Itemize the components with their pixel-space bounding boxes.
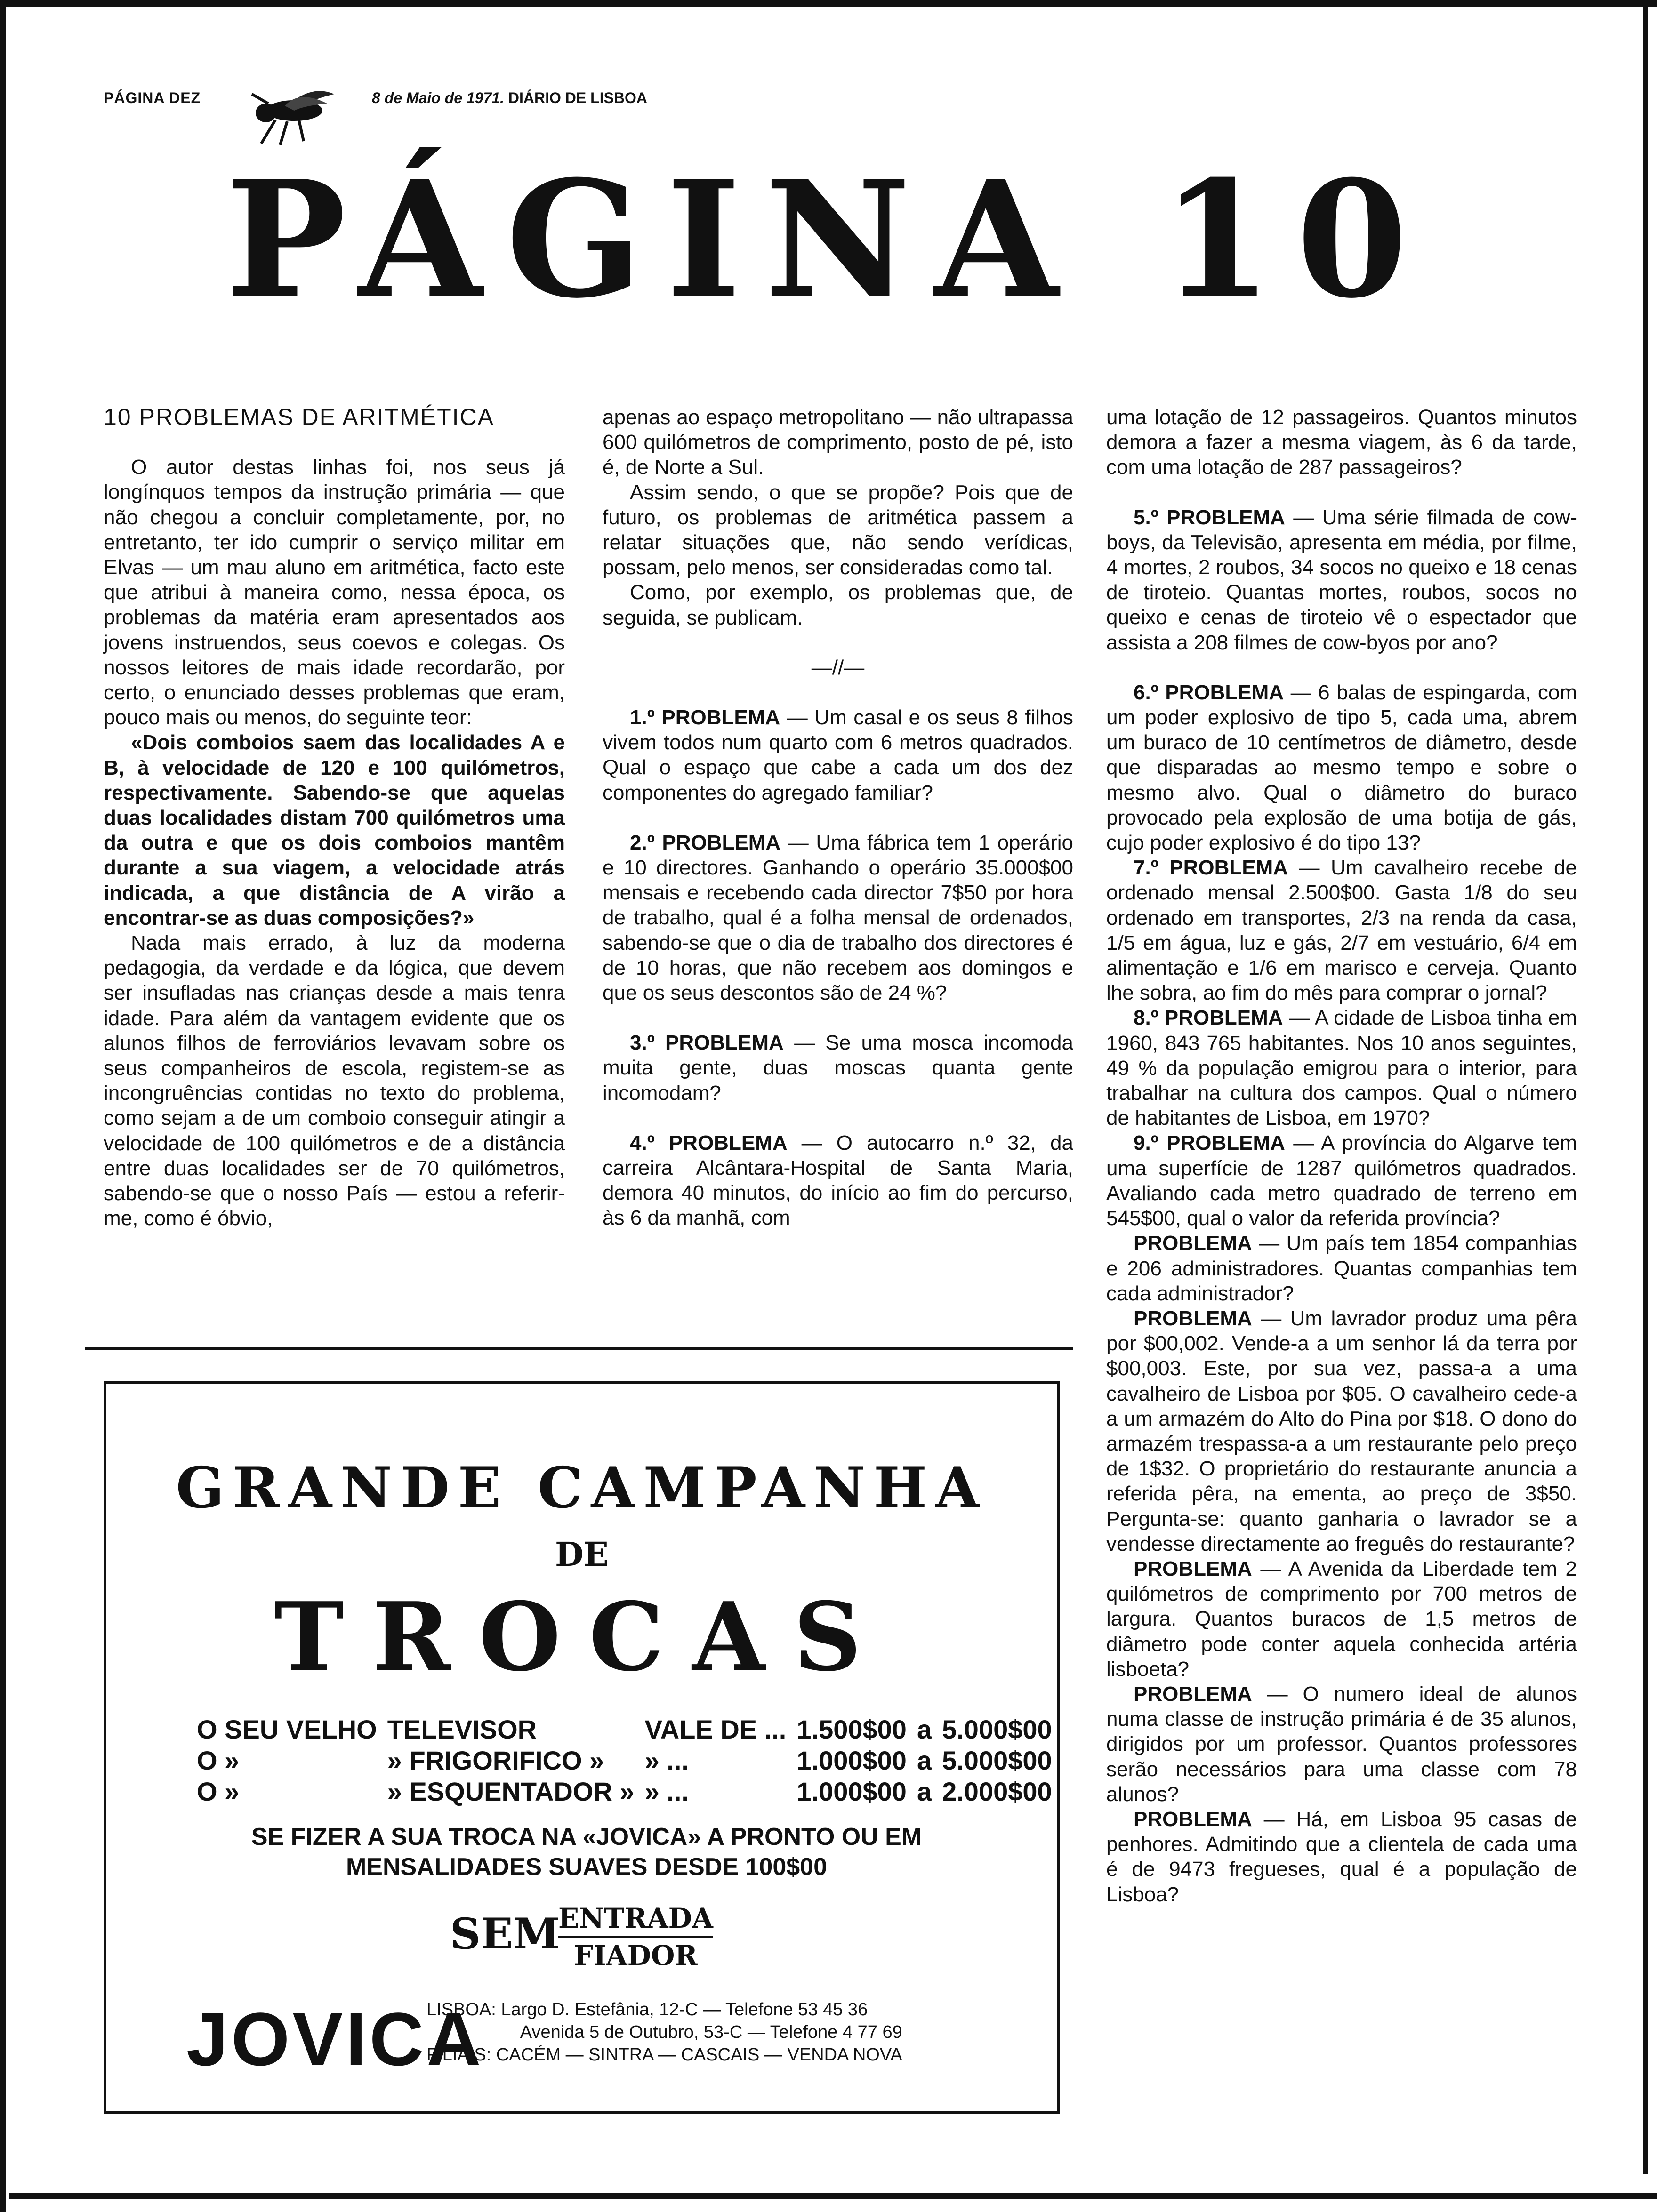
ad-addresses: LISBOA: Largo D. Estefânia, 12-C — Telefone 53 45 36 Avenida 5 de Outubro, 53-C — Telefone 4 77 69 FILIAIS: CACÉM — SINTRA — CASCAIS — VENDA NOVA xyxy=(426,2000,902,2065)
problem-5: 5.º PROBLEMA — Uma série filmada de cow-boys, da Televisão, apresenta em média, por filme, 4 mortes, 2 roubos, 34 socos no queixo e 18 cenas de tiroteio. Quantas mortes, roubos, socos no queixo e cenas de tiroteio vê o espectador que assista a 208 filmes de cow-byos por ano? xyxy=(1106,505,1577,654)
fly-icon xyxy=(242,85,337,146)
ad-entrada-fiador: ENTRADA FIADOR xyxy=(558,1902,713,1972)
problem-8: 8.º PROBLEMA — A cidade de Lisboa tinha em 1960, 843 765 habitantes. Nos 10 anos seguintes, 49 % da população emigrou para o interior, para trabalhar na cultura dos campos. Qual o número de habitantes de Lisboa, em 1970? xyxy=(1106,1006,1577,1130)
top-border xyxy=(0,0,1657,7)
page-label: PÁGINA DEZ xyxy=(104,89,201,106)
problem-4: 4.º PROBLEMA — O autocarro n.º 32, da carreira Alcântara-Hospital de Santa Maria, demora 40 minutos, do início ao fim do percurso, às 6 da manhã, com xyxy=(603,1131,1073,1230)
left-border xyxy=(0,0,6,2212)
column-1 xyxy=(104,405,565,1231)
ad-sem: SEM xyxy=(450,1909,560,1959)
section-divider: —//— xyxy=(811,656,865,679)
column-2 xyxy=(603,405,1073,1231)
price-row: O » » FRIGORIFICO » » ... 1.000$00 a 5.000$00 xyxy=(197,1746,1052,1775)
paragraph: Como, por exemplo, os problemas que, de seguida, se publicam. xyxy=(603,581,1073,629)
ad-brand-logo: JOVICA xyxy=(186,1997,484,2081)
price-row: O SEU VELHO TELEVISOR VALE DE ... 1.500$00 a 5.000$00 xyxy=(197,1715,1052,1744)
problem-pawnshops: PROBLEMA — Há, em Lisboa 95 casas de penhores. Admitindo que a clientela de cada uma é de 9473 fregueses, qual é a população de Lisboa? xyxy=(1106,1807,1577,1906)
paragraph: apenas ao espaço metropolitano — não ultrapassa 600 quilómetros de comprimento, posto de pé, isto é, de Norte a Sul. xyxy=(603,406,1073,479)
article-title: 10 PROBLEMAS DE ARITMÉTICA xyxy=(104,404,494,430)
ad-separator-rule xyxy=(85,1347,1073,1350)
problem-teachers: PROBLEMA — O numero ideal de alunos numa classe de instrução primária é de 35 alunos, dirigidos por um professor. Quantos professores serão necessários para uma classe com 78 alunos? xyxy=(1106,1682,1577,1806)
ad-promo: SE FIZER A SUA TROCA NA «JOVICA» A PRONTO OU EM MENSALIDADES SUAVES DESDE 100$00 xyxy=(251,1823,922,1881)
masthead: PÁGINA 10 xyxy=(225,146,1432,334)
problem-7: 7.º PROBLEMA — Um cavalheiro recebe de ordenado mensal 2.500$00. Gasta 1/8 do seu ordenado em transportes, 2/3 na renda da casa, 1/5 em água, luz e gás, 2/7 em vestuário, 6/4 em alimentação e 1/6 em marisco e cerveja. Quanto lhe sobra, ao fim do mês para comprar o jornal? xyxy=(1106,856,1577,1005)
advertisement-jovica xyxy=(104,1381,1060,2114)
paragraph: Assim sendo, o que se propõe? Pois que de futuro, os problemas de aritmética passem a relatar situações que, não sendo verídicas, possam, pelo menos, ser consideradas como tal. xyxy=(603,481,1073,579)
problem-2: 2.º PROBLEMA — Uma fábrica tem 1 operário e 10 directores. Ganhando o operário 35.000$00 mensais e recebendo cada director 7$50 por hora de trabalho, qual é a folha mensal de ordenados, sabendo-se que o dia de trabalho dos directores é de 10 horas, que não recebem aos domingos e que os seus descontos são de 24 %? xyxy=(603,831,1074,1005)
problem-pear: PROBLEMA — Um lavrador produz uma pêra por $00,002. Vende-a a um senhor lá da terra por $00,003. Este, por sua vez, passa-a a uma cavalheiro de Lisboa por $05. O cavalheiro cede-a a um armazém do Alto do Pina por $18. O dono do armazém trespassa-a a um restaurante pelo preço de 1$32. O proprietário do restaurante anuncia a referida pêra, na ementa, ao preço de 3$50. Pergunta-se: quanto ganharia o lavrador se a vendesse directamente ao freguês do restaurante? xyxy=(1106,1306,1577,1555)
problem-4-continued: uma lotação de 12 passageiros. Quantos minutos demora a fazer a mesma viagem, às 6 da tarde, com uma lotação de 287 passageiros? xyxy=(1106,406,1577,479)
column-3 xyxy=(1106,405,1577,1907)
problem-9: 9.º PROBLEMA — A província do Algarve tem uma superfície de 1287 quilómetros quadrados. Avaliando cada metro quadrado de terreno em 545$00, qual o valor da referida província? xyxy=(1106,1131,1577,1230)
right-border xyxy=(1643,0,1648,2174)
ad-de: DE xyxy=(555,1535,609,1574)
price-row: O » » ESQUENTADOR » » ... 1.000$00 a 2.000$00 xyxy=(197,1777,1052,1806)
ad-price-table xyxy=(191,1714,1058,1808)
problem-6: 6.º PROBLEMA — 6 balas de espingarda, com um poder explosivo de tipo 5, cada uma, abrem um buraco de 10 centímetros de diâmetro, desde que disparadas ao mesmo tempo e sobre o mesmo alvo. Qual o diâmetro do buraco provocado pela explosão de uma botija de gás, cujo poder explosivo é do tipo 13? xyxy=(1106,681,1577,855)
issue-date: 8 de Maio de 1971. DIÁRIO DE LISBOA xyxy=(372,89,648,106)
ad-trocas: TROCAS xyxy=(273,1582,890,1692)
problem-1: 1.º PROBLEMA — Um casal e os seus 8 filhos vivem todos num quarto com 6 metros quadrados. Qual o espaço que cabe a cada um dos dez componentes do agregado familiar? xyxy=(603,706,1073,804)
paragraph: Nada mais errado, à luz da moderna pedagogia, da verdade e da lógica, que devem ser insufladas nas crianças desde a mais tenra idade. Para além da vantagem evidente que os alunos filhos de ferroviários levavam sobre os seus companheiros de escola, registem-se as incongruências contidas no texto do problema, como sejam a de um comboio conseguir atingir a velocidade de 100 quilómetros e de a distância entre duas localidades ser de 70 quilómetros, sabendo-se que o nosso País — estou a referir-me, como é óbvio, xyxy=(104,931,565,1230)
ad-headline: GRANDE CAMPANHA xyxy=(176,1455,988,1521)
bottom-border xyxy=(9,2193,1657,2199)
paragraph: O autor destas linhas foi, nos seus já longínquos tempos da instrução primária — que não chegou a concluir completamente, por, no entretanto, ter ido cumprir o serviço militar em Elvas — um mau aluno em aritmética, facto este que atribui à maneira como, nessa época, os problemas da matéria eram apresentados aos jovens instruendos, seus coevos e colegas. Os nossos leitores de mais idade recordarão, por certo, o enunciado desses problemas que eram, pouco mais ou menos, do seguinte teor: xyxy=(104,456,565,729)
problem-avenue: PROBLEMA — A Avenida da Liberdade tem 2 quilómetros de comprimento por 700 metros de largura. Quantos buracos de 1,5 metros de diâmetro pode conter aquela conhecida artéria lisboeta? xyxy=(1106,1557,1577,1681)
problem-3: 3.º PROBLEMA — Se uma mosca incomoda muita gente, duas moscas quanta gente incomodam? xyxy=(603,1031,1073,1105)
train-problem-quote: «Dois comboios saem das localidades A e B, à velocidade de 120 e 100 quilómetros, respectivamente. Sabendo-se que aquelas duas localidades distam 700 quilómetros uma da outra e que os dois comboios mantêm durante a sua viagem, a velocidade atrás indicada, a que distância de A virão a encontrar-se as duas composições?» xyxy=(104,731,565,930)
problem-companies: PROBLEMA — Um país tem 1854 companhias e 206 administradores. Quantas companhias tem cada administrador? xyxy=(1106,1232,1577,1305)
